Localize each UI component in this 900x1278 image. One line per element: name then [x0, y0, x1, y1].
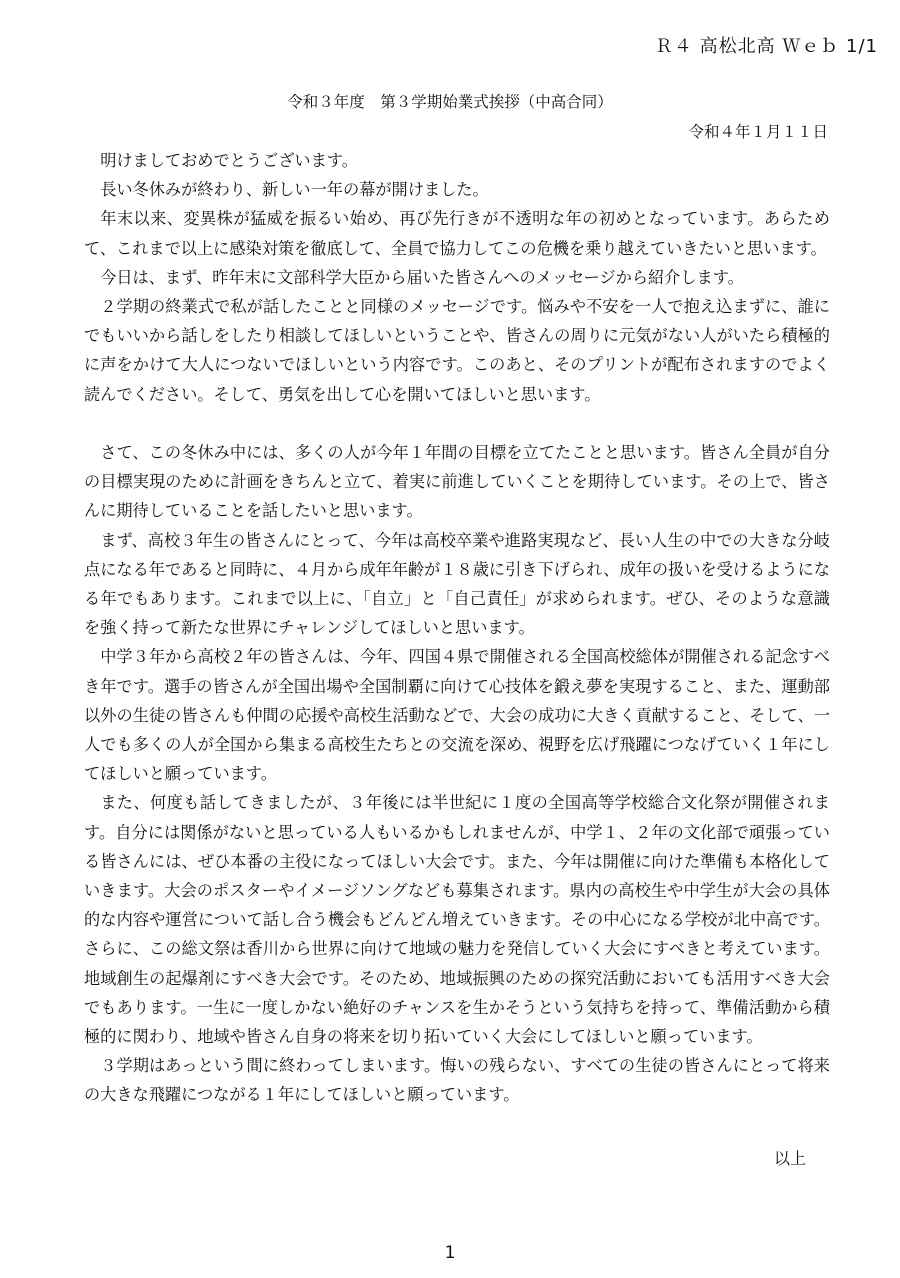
paragraph: ３学期はあっという間に終わってしまいます。悔いの残らない、すべての生徒の皆さんにとって将来の大きな飛躍につながる１年にしてほしいと願っています。: [84, 1056, 830, 1105]
page-number: 1: [444, 1243, 456, 1263]
paragraph: 年末以来、変異株が猛威を振るい始め、再び先行きが不透明な年の初めとなっています。あらためて、これまで以上に感染対策を徹底して、全員で協力してこの危機を乗り越えていきたいと思います。: [84, 209, 830, 258]
paragraph: ２学期の終業式で私が話したことと同様のメッセージです。悩みや不安を一人で抱え込まずに、誰にでもいいから話しをしたり相談してほしいということや、皆さんの周りに元気がない人がいたら積極的に声をかけて大人につないでほしいという内容です。このあと、そのプリントが配布されますのでよく読んでください。そして、勇気を出して心を開いてほしいと思います。: [84, 297, 830, 404]
document-title: 令和３年度 第３学期始業式挨拶（中高合同）: [287, 93, 613, 111]
document-date: 令和４年１月１１日: [688, 123, 828, 141]
paragraph: 中学３年から高校２年の皆さんは、今年、四国４県で開催される全国高校総体が開催される記念すべき年です。選手の皆さんが全国出場や全国制覇に向けて心技体を鍛え夢を実現すること、また、運動部以外の生徒の皆さんも仲間の応援や高校生活動などで、大会の成功に大きく貢献すること、そして、一人でも多くの人が全国から集まる高校生たちとの交流を深め、視野を広げ飛躍につなげていく１年にしてほしいと願っています。: [84, 647, 830, 784]
document-header-tag: Ｒ４ 高松北高 Ｗｅｂ 1/1: [654, 36, 878, 57]
paragraph: また、何度も話してきましたが、３年後には半世紀に１度の全国高等学校総合文化祭が開催されます。自分には関係がないと思っている人もいるかもしれませんが、中学１、２年の文化部で頑張っている皆さんには、ぜひ本番の主役になってほしい大会です。また、今年は開催に向けた準備も本格化していきます。大会のポスターやイメージソングなども募集されます。県内の高校生や中学生が大会の具体的な内容や運営について話し合う機会もどんどん増えていきます。その中心になる学校が北中高です。さらに、この総文祭は香川から世界に向けて地域の魅力を発信していく大会にすべきと考えています。地域創生の起爆剤にすべき大会です。そのため、地域振興のための探究活動においても活用すべき大会でもあります。一生に一度しかない絶好のチャンスを生かそうという気持ちを持って、準備活動から積極的に関わり、地域や皆さん自身の将来を切り拓いていく大会にしてほしいと願っています。: [84, 793, 830, 1047]
paragraph: 今日は、まず、昨年末に文部科学大臣から届いた皆さんへのメッセージから紹介します。: [100, 267, 744, 287]
closing-remark: 以上: [773, 1149, 806, 1168]
paragraph: さて、この冬休み中には、多くの人が今年１年間の目標を立てたことと思います。皆さん全員が自分の目標実現のために計画をきちんと立て、着実に前進していくことを期待しています。その上で、皆さんに期待していることを話したいと思います。: [84, 443, 830, 521]
paragraph: 明けましておめでとうございます。: [100, 151, 358, 170]
document-body: [84, 146, 830, 1110]
paragraph: 長い冬休みが終わり、新しい一年の幕が開けました。: [100, 180, 489, 200]
paragraph: まず、高校３年生の皆さんにとって、今年は高校卒業や進路実現など、長い人生の中での大きな分岐点になる年であると同時に、４月から成年年齢が１８歳に引き下げられ、成年の扱いを受けるようになる年でもあります。これまで以上に、「自立」と「自己責任」が求められます。ぜひ、そのような意識を強く持って新たな世界にチャレンジしてほしいと思います。: [84, 530, 830, 638]
paragraph-spacer: [84, 409, 830, 438]
